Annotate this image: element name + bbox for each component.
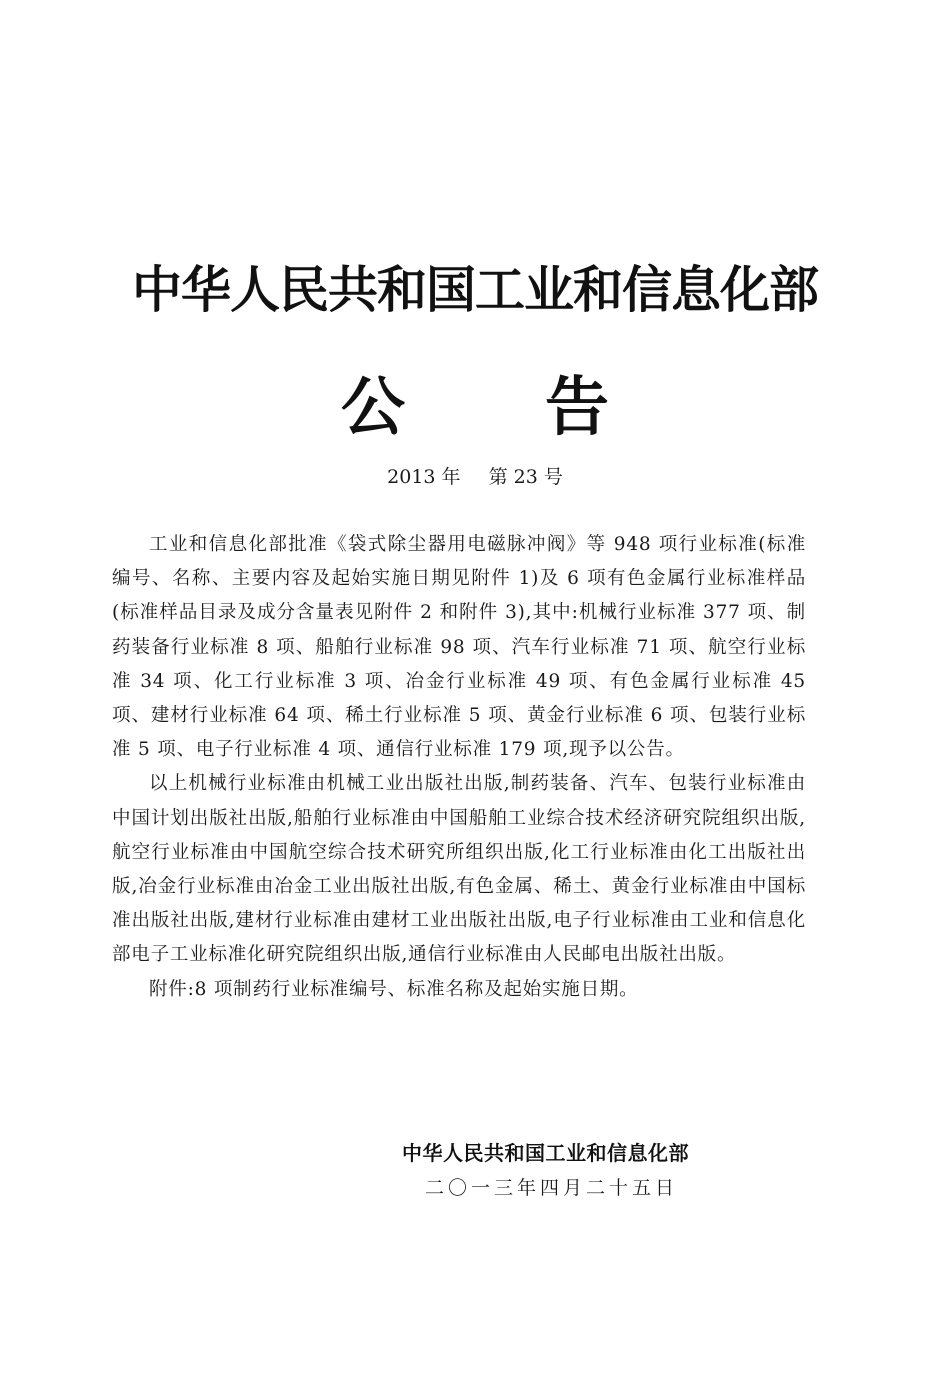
body-paragraph-publishers: 以上机械行业标准由机械工业出版社出版,制药装备、汽车、包装行业标准由中国计划出版社出版,船舶行业标准由中国船舶工业综合技术经济研究院组织出版,航空行业标准由中国航空综合技术研究所组织出版,化工行业标准由化工出版社出版,冶金行业标准由冶金工业出版社出版,有色金属、稀土、黄金行业标准由中国标准出版社出版,建材行业标准由建材工业出版社出版,电子行业标准由工业和信息化部电子工业标准化研究院组织出版,通信行业标准由人民邮电出版社出版。 — [112, 773, 806, 966]
notice-title: 公告 — [341, 371, 749, 445]
body-paragraph-approval: 工业和信息化部批准《袋式除尘器用电磁脉冲阀》等 948 项行业标准(标准编号、名称、主要内容及起始实施日期见附件 1)及 6 项有色金属行业标准样品(标准样品目录及成分含量表见附件 2 和附件 3),其中:机械行业标准 377 项、制药装备行业标准 8 项、船舶行业标准 98 项、汽车行业标准 71 项、航空行业标准 34 项、化工行业标准 3 项、冶金行业标准 49 项、有色金属行业标准 45 项、建材行业标准 64 项、稀土行业标准 5 项、黄金行业标准 6 项、包装行业标准 5 项、电子行业标准 4 项、通信行业标准 179 项,现予以公告。 — [112, 534, 806, 761]
document-issue-number: 第 23 号 — [488, 466, 563, 488]
document-year: 2013 年 — [387, 466, 461, 488]
notice-body — [112, 528, 806, 1007]
issue-date: 二〇一三年四月二十五日 — [425, 1177, 679, 1199]
document-number — [0, 462, 950, 489]
ministry-title: 中华人民共和国工业和信息化部 — [132, 261, 818, 319]
body-paragraph-attachment: 附件:8 项制药行业标准编号、标准名称及起始实施日期。 — [149, 978, 639, 1000]
issuer-signature: 中华人民共和国工业和信息化部 — [402, 1141, 689, 1165]
